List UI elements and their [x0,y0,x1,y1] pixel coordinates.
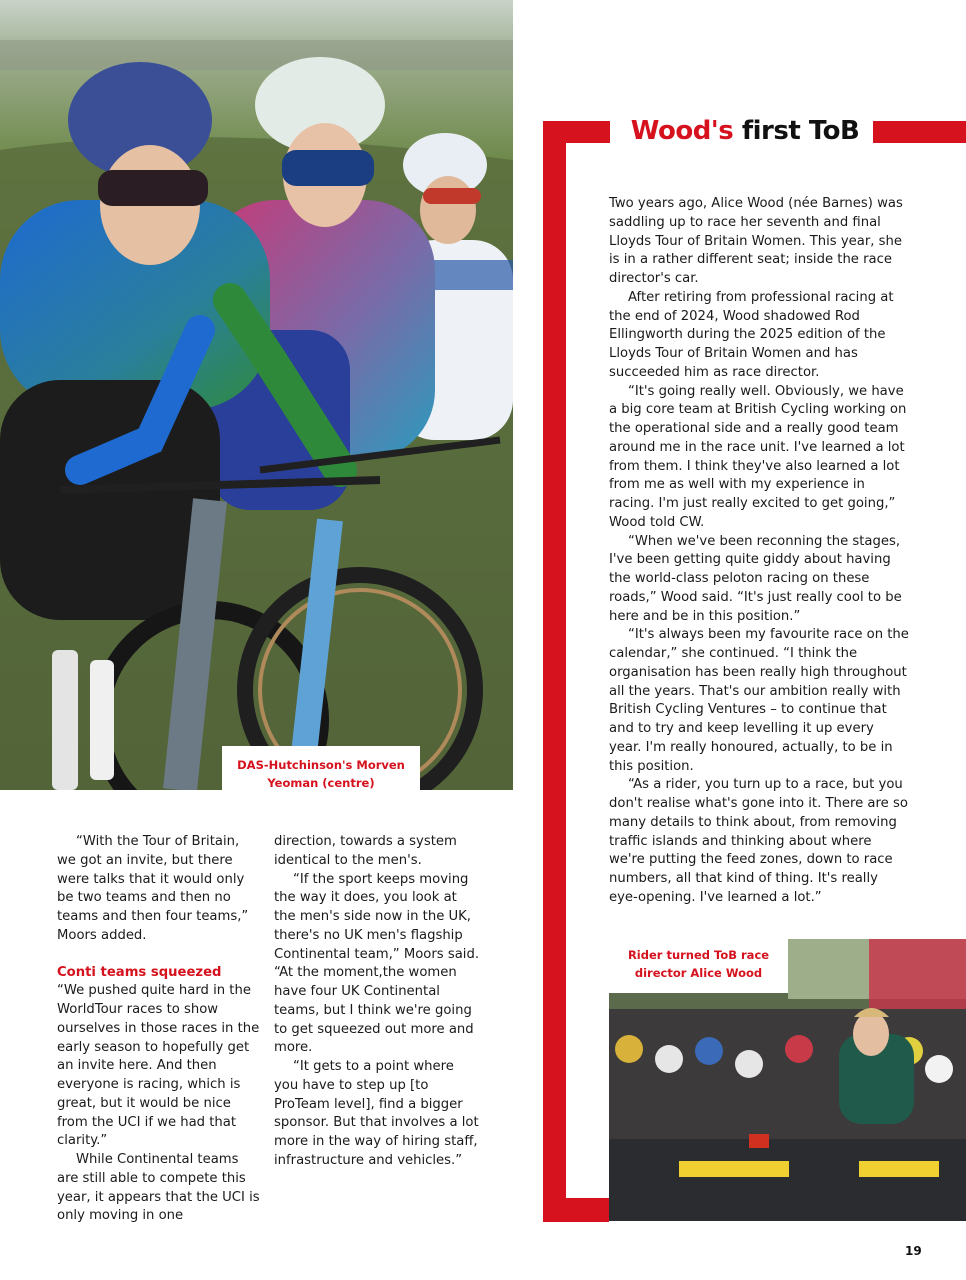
article-paragraph: direction, towards a system identical to the men's. [274,834,457,868]
sidebar-title-rest: first ToB [741,116,860,146]
article-paragraph: While Continental teams are still able to compete this year, it appears that the UCI is only moving in one [57,1152,260,1224]
frame-top-right-bar [873,121,966,143]
sidebar-body [609,195,909,908]
sidebar-paragraph: “It's always been my favourite race on the calendar,” she continued. “I think the organisation has been really high throughout all the years. That's our ambition really with British Cycling Ventures – to continue that and to try and keep levelling it up every year. I'm really honoured, actually, to be in this position. [609,627,909,774]
article-column-2 [274,833,479,1171]
sidebar-paragraph: Two years ago, Alice Wood (née Barnes) was saddling up to race her seventh and final Lloyds Tour of Britain Women. This year, she is in a rather different seat; inside the race director's car. [609,196,903,286]
frame-left-bar [543,121,566,1222]
article-paragraph: “With the Tour of Britain, we got an invite, but there were talks that it would only be two teams and then no teams and then four teams,” Moors added. [57,834,249,943]
article-column-1 [57,833,262,1226]
sidebar-title [620,113,870,149]
article-paragraph: “If the sport keeps moving the way it does, you look at the men's side now in the UK, there's no UK men's flagship Continental team,” Moors said. “At the moment,the women have four UK Continental teams, but I think we're going to get squeezed out more and more. [274,871,480,1056]
article-paragraph: “It gets to a point where you have to step up [to ProTeam level], find a bigger sponsor. But that involves a lot more in the way of hiring staff, infrastructure and vehicles.” [274,1059,479,1168]
sidebar-title-highlight: Wood's [630,116,734,146]
small-photo-caption: Rider turned ToB race director Alice Wood [609,939,788,993]
article-paragraph: “We pushed quite hard in the WorldTour races to show ourselves in those races in the early season to hopefully get an invite here. And then everyone is racing, which is great, but it would be nice from the UCI if we had that clarity.” [57,983,260,1149]
frame-bottom-bar [543,1198,609,1222]
sidebar-paragraph: “As a rider, you turn up to a race, but you don't realise what's gone into it. There are so many details to think about, from removing traffic islands and thinking about where we're putting the feed zones, down to race numbers, all that kind of thing. It's really eye-opening. I've learned a lot.” [609,777,908,905]
main-photo-caption: DAS-Hutchinson's Morven Yeoman (centre) [222,746,420,790]
sidebar-paragraph: “When we've been reconning the stages, I've been getting quite giddy about having the world-class peloton racing on these roads,” Wood said. “It's just really cool to be here and be in this position.” [609,533,902,624]
main-photo-cyclists [0,0,513,790]
page-number: 19 [905,1244,922,1258]
article-subhead: Conti teams squeezed [57,964,222,980]
sidebar-paragraph: “It's going really well. Obviously, we have a big core team at British Cycling working on the operational side and a really good team around me in the race unit. I've learned a lot from them. I think they've also learned a lot from me as well with my experience in racing. I'm just really excited to get going,” Wood told CW. [609,383,907,530]
sidebar-paragraph: After retiring from professional racing at the end of 2024, Wood shadowed Rod Ellingworth during the 2025 edition of the Lloyds Tour of Britain Women and has succeeded him as race director. [609,289,894,380]
